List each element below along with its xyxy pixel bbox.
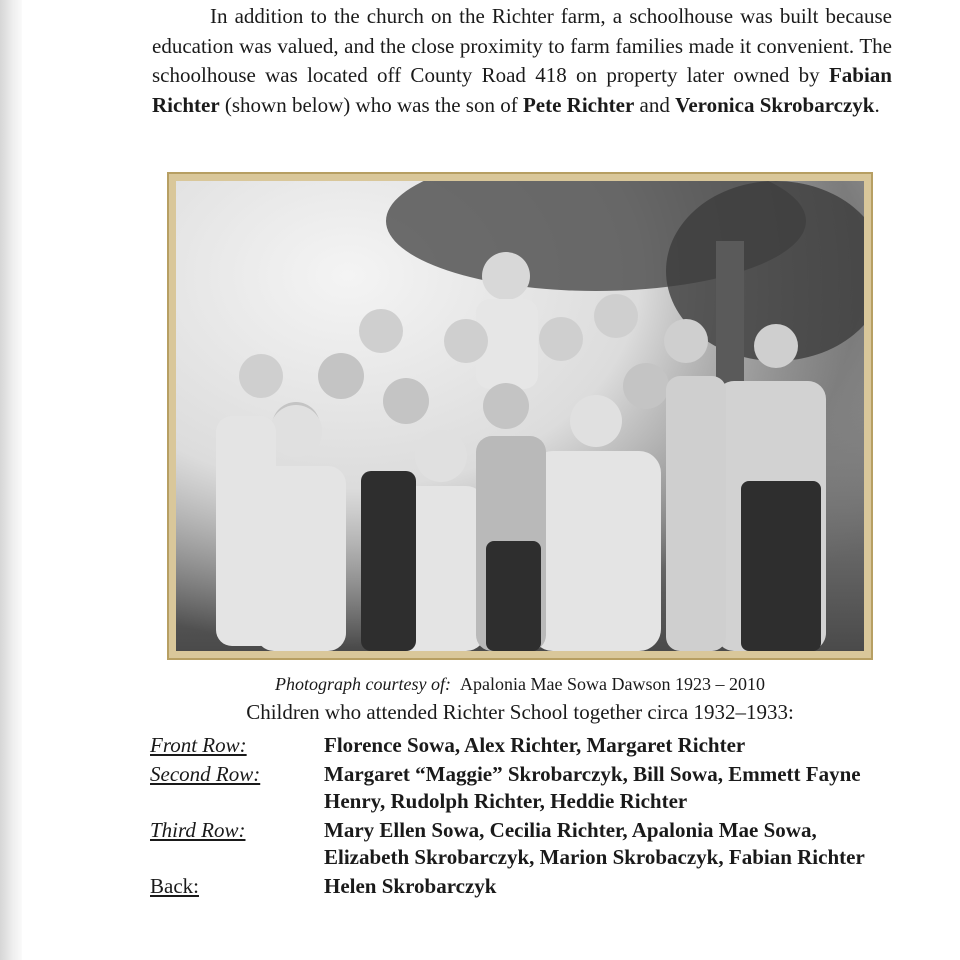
row-third bbox=[150, 817, 900, 871]
intro-text bbox=[152, 2, 892, 120]
group-photo-figures bbox=[176, 181, 864, 651]
photo-frame bbox=[167, 172, 873, 660]
row-back bbox=[150, 873, 900, 900]
intro-name-fabian: Fabian Richter bbox=[152, 63, 892, 117]
row-front bbox=[150, 732, 900, 759]
row-label: Front Row: bbox=[150, 733, 247, 757]
photo-subcaption: Children who attended Richter School together circa 1932–1933: bbox=[246, 700, 794, 724]
row-label: Third Row: bbox=[150, 818, 246, 842]
row-names: Florence Sowa, Alex Richter, Margaret Richter bbox=[324, 733, 746, 757]
row-second bbox=[150, 761, 900, 815]
intro-name-veronica: Veronica Skrobarczyk bbox=[675, 92, 875, 117]
group-photo bbox=[176, 181, 864, 651]
intro-text-part-3: and bbox=[634, 92, 676, 117]
intro-text-part-4: . bbox=[874, 92, 880, 117]
row-names: Mary Ellen Sowa, Cecilia Richter, Apalonia Mae Sowa, Elizabeth Skrobarczyk, Marion Skrobaczyk, Fabian Richter bbox=[324, 818, 865, 869]
page-edge-shadow bbox=[0, 0, 22, 960]
row-label: Second Row: bbox=[150, 762, 261, 786]
intro-text-part-1: In addition to the church on the Richter farm, a schoolhouse was built because education was valued, and the close proximity to farm families made it convenient. The schoolhouse was located off County Road 418 on property later owned by bbox=[152, 4, 892, 87]
intro-name-pete: Pete Richter bbox=[522, 92, 635, 117]
photo-caption bbox=[0, 674, 960, 695]
row-names: Helen Skrobarczyk bbox=[324, 874, 497, 898]
row-label: Back: bbox=[150, 874, 199, 898]
intro-text-part-2: (shown below) who was the son of bbox=[219, 92, 523, 117]
caption-credit: Apalonia Mae Sowa Dawson 1923 – 2010 bbox=[460, 674, 765, 694]
caption-label: Photograph courtesy of bbox=[275, 674, 445, 694]
caption-colon: : bbox=[445, 674, 451, 694]
intro-paragraph bbox=[152, 2, 892, 120]
attendee-rows bbox=[150, 732, 900, 902]
row-names: Margaret “Maggie” Skrobarczyk, Bill Sowa, Emmett Fayne Henry, Rudolph Richter, Heddie Richter bbox=[324, 762, 861, 813]
